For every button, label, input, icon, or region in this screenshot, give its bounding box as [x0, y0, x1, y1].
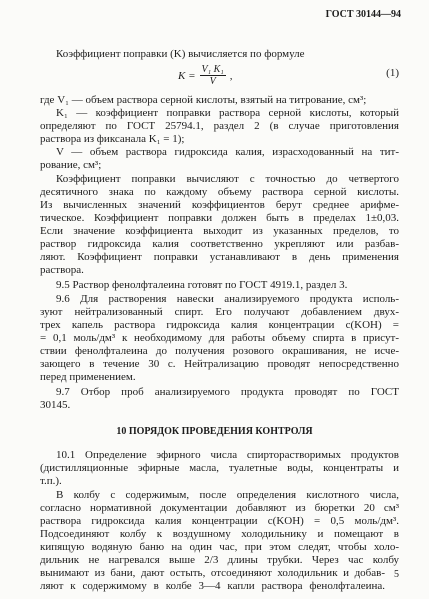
- p101b-line: вынимают из бани, дают остыть, отсоединяют холодильник и добав-: [40, 567, 385, 579]
- where-line: рование, см³;: [40, 159, 102, 171]
- where-line: K₁ — коэффициент поправки раствора серной кислоты, который: [56, 107, 399, 119]
- where-line: V — объем раствора гидроксида калия, израсходованный на тит-: [56, 146, 399, 158]
- coef-line: раствор гидроксида калия соответственно укрепляют или разбав-: [40, 238, 399, 250]
- page-number: 5: [394, 569, 399, 580]
- coef-line: десятичного знака по каждому объему раствора серной кислоты.: [40, 186, 399, 198]
- p101b-line: ляют к содержимому в колбе 3—4 капли раствора фенолфталеина.: [40, 580, 385, 592]
- formula-fraction: [200, 64, 226, 87]
- formula-lhs: K =: [178, 69, 196, 82]
- p101b-line: Подсоединяют колбу к воздушному холодильнику и помещают в: [40, 528, 399, 540]
- p101-line: т.п.).: [40, 475, 62, 487]
- formula-1: [178, 64, 233, 87]
- formula-tail: ,: [229, 69, 233, 82]
- p101-line: 10.1 Определение эфирного числа спирторастворимых продуктов: [56, 449, 399, 461]
- section-heading: 10 ПОРЯДОК ПРОВЕДЕНИЯ КОНТРОЛЯ: [116, 426, 313, 437]
- paragraph-9-5: 9.5 Раствор фенолфталеина готовят по ГОСТ 4919.1, раздел 3.: [56, 279, 348, 291]
- p96-line: перед применением.: [40, 371, 136, 383]
- formula-denominator: V: [209, 76, 216, 87]
- p97-line: 9.7 Отбор проб анализируемого продукта проводят по ГОСТ: [56, 386, 399, 398]
- p101b-line: раствора гидроксида калия концентрации c(KOH) = 0,5 моль/дм³.: [40, 515, 399, 527]
- formula-numerator: V₁ K₁: [201, 64, 224, 75]
- p96-line: зуют нейтрализованный спирт. Его получают добавлением двух-: [40, 306, 399, 318]
- where-line: определяют по ГОСТ 25794.1, раздел 2 (в случае приготовления: [40, 120, 399, 132]
- p101b-line: В колбу с содержимым, после определения кислотного числа,: [56, 489, 399, 501]
- p101b-line: дильник не нагревался выше 2/3 длины трубки. Через час колбу: [40, 554, 399, 566]
- where-line: где V₁ — объем раствора серной кислоты, взятый на титрование, см³;: [40, 94, 367, 106]
- coef-line: Коэффициент поправки вычисляют с точностью до четвертого: [56, 173, 399, 185]
- where-line: раствора из фиксанала K₁ = 1);: [40, 133, 185, 145]
- coef-line: Из вычисленных значений коэффициентов берут среднее арифме-: [40, 199, 399, 211]
- p101b-line: согласно нормативной документации добавляют из бюретки 20 см³: [40, 502, 399, 514]
- p96-line: трех капель раствора гидроксида калия концентрации c(KOH) =: [40, 319, 399, 331]
- formula-number: (1): [386, 67, 399, 79]
- p97-line: 30145.: [40, 399, 71, 411]
- coef-line: раствора.: [40, 264, 84, 276]
- coef-line: Если значение коэффициента выходит из указанных пределов, то: [40, 225, 399, 237]
- p96-line: ствии фенолфталеина до получения розового окрашивания, не исче-: [40, 345, 399, 357]
- p96-line: зающего в течение 30 с. Нейтрализацию проводят непосредственно: [40, 358, 399, 370]
- p101b-line: кипящую водяную баню на один час, при этом следят, чтобы холо-: [40, 541, 399, 553]
- p96-line: = 0,1 моль/дм³ к необходимому для работы объему спирта в присут-: [40, 332, 399, 344]
- coef-line: ляют. Коэффициент поправки устанавливают в день применения: [40, 251, 399, 263]
- p96-line: 9.6 Для растворения навески анализируемого продукта исполь-: [56, 293, 399, 305]
- p101-line: (дистилляционные эфирные масла, туалетные воды, концентраты и: [40, 462, 399, 474]
- coef-line: тическое. Коэффициент поправки должен быть в пределах 1±0,03.: [40, 212, 399, 224]
- running-header: ГОСТ 30144—94: [325, 9, 401, 20]
- formula-intro: Коэффициент поправки (K) вычисляется по формуле: [56, 48, 305, 60]
